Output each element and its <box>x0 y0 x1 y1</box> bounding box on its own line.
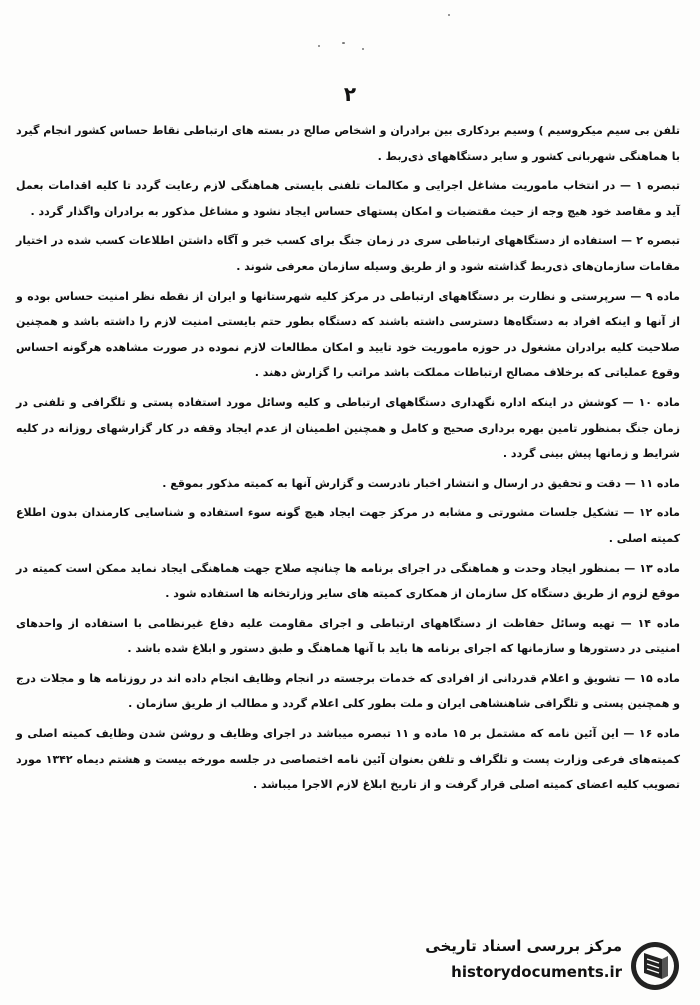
clause-label: ماده ۱۱ — <box>624 476 680 490</box>
article-16 <box>16 721 680 798</box>
article-12 <box>16 500 680 551</box>
clause-label: تبصره ۲ — <box>621 234 680 248</box>
page-number: ۲ <box>343 82 357 106</box>
clause-label: ماده ۱۶ — <box>623 727 680 741</box>
scan-speck <box>448 14 450 16</box>
document-body <box>16 118 680 798</box>
archive-emblem-icon <box>628 939 682 993</box>
article-10 <box>16 390 680 467</box>
clause-label: ماده ۱۲ — <box>623 506 680 520</box>
clause-label: ماده ۱۵ — <box>624 671 680 685</box>
clause-label: ماده ۹ — <box>630 289 680 303</box>
paragraph-text: تشویق و اعلام قدردانی از افرادی که خدمات برجسته در انجام وظایف انجام داده اند در روزنامه ها و مجلات درج و همچنین پستی و تلگرافی شاهنشاهی ایران و ملت بطور کلی اعلام گردد و مطالب از طریق سازمان . <box>16 671 680 711</box>
paragraph-text: تشکیل جلسات مشورتی و مشابه در مرکز جهت ایجاد هیچ گونه سوء استفاده و شناسایی کارمندان بدون اطلاع کمیته اصلی . <box>16 506 680 545</box>
archive-watermark <box>418 937 688 997</box>
article-14 <box>16 611 680 662</box>
scan-speck <box>318 45 320 47</box>
paragraph-text: این آئین نامه که مشتمل بر ۱۵ ماده و ۱۱ تبصره میباشد در اجرای وظایف و روشن شدن وظایف کمیته اصلی و کمیته‌های فرعی وزارت پست و تلگراف و تلفن بعنوان آئین نامه اختصاصی در جلسه مورخه بیست و هشتم دیماه ۱۳۴۲ مورد تصویب کلیه اعضای کمیته اصلی قرار گرفت و از تاریخ ابلاغ لازم الاجرا میباشد . <box>16 727 681 792</box>
clause-label: ماده ۱۰ — <box>622 395 680 409</box>
scan-speck <box>362 48 364 50</box>
paragraph-text: استفاده از دستگاههای ارتباطی سری در زمان جنگ برای کسب خبر و آگاه داشتن اطلاعات کسب شده در اختیار مقامات سازمان‌های ذی‌ربط گذاشته شود و از طریق وسیله سازمان معرفی شوند . <box>16 234 680 273</box>
paragraph-text: تهیه وسائل حفاظت از دستگاههای ارتباطی و اجرای مقاومت علیه دفاع غیرنظامی با استفاده از واحدهای امنیتی در دستورها و سازمانها که اجرای برنامه ها باید با آنها هماهنگ و طبق دستور و ابلاغ شده باشد . <box>16 616 680 656</box>
intro-paragraph <box>16 118 680 169</box>
paragraph-text: بمنظور ایجاد وحدت و هماهنگی در اجرای برنامه ها چنانچه صلاح جهت هماهنگی ایجاد نماید ممکن است کمیته در موقع لزوم از طریق دستگاه کل سازمان از همکاری کمیته های سایر وزارتخانه ها استفاده شود . <box>16 561 680 601</box>
clause-label: ماده ۱۴ — <box>620 616 680 630</box>
article-11 <box>16 471 680 497</box>
paragraph-text: سرپرستی و نظارت بر دستگاههای ارتباطی در مرکز کلیه شهرستانها و ایران از نقطه نظر امنیت حساس بوده و از آنها و اینکه افراد به دستگاه‌ها دسترسی داشته باشند که دستگاه بطور حتم بایستی امنیت لازم را داشته باشد و همچنین صلاحیت کلیه برادران مشغول در حوزه ماموریت خود تایید و امکان مطالعات لازم نموده در صورت مشاهده هرگونه احساس وقوع عملیاتی که برخلاف مصالح ارتباطات مملکت باشد مراتب را گزارش دهند . <box>16 289 680 380</box>
paragraph-text: کوشش در اینکه اداره نگهداری دستگاههای ارتباطی و کلیه وسائل مورد استفاده پستی و تلگرافی و تلفنی در زمان جنگ بمنظور تامین بهره برداری صحیح و کامل و همچنین اطمینان از عدم ایجاد وقفه در کار گزارشهای روزانه در کلیه شرایط و زمانها پیش بینی گردد . <box>16 395 680 461</box>
watermark-title: مرکز بررسی اسناد تاریخی <box>425 937 622 955</box>
article-9 <box>16 284 680 386</box>
clause-label: ماده ۱۳ — <box>624 561 680 575</box>
note-2 <box>16 228 680 279</box>
watermark-url: historydocuments.ir <box>451 963 622 981</box>
paragraph-text: دقت و تحقیق در ارسال و انتشار اخبار نادرست و گزارش آنها به کمیته مذکور بموقع . <box>162 476 621 490</box>
note-1 <box>16 173 680 224</box>
paragraph-text: تلفن بی سیم میکروسیم ) وسیم بردکاری بین برادران و اشخاص صالح در بسته های ارتباطی نقاط حساس کشور انجام گیرد با هماهنگی شهربانی کشور و سایر دستگاههای ذی‌ربط . <box>16 124 680 163</box>
scan-speck <box>342 42 345 44</box>
paragraph-text: در انتخاب ماموریت مشاغل اجرایی و مکالمات تلفنی بایستی هماهنگی لازم رعایت گردد تا کلیه اقدامات بعمل آید و مقاصد خود هیچ وجه از حیث مقتضیات و امکان پستهای حساس ایجاد نشود و مشاغل مذکور به برادران واگذار گردد . <box>16 179 680 218</box>
article-13 <box>16 556 680 607</box>
article-15 <box>16 666 680 717</box>
clause-label: تبصره ۱ — <box>620 179 680 193</box>
